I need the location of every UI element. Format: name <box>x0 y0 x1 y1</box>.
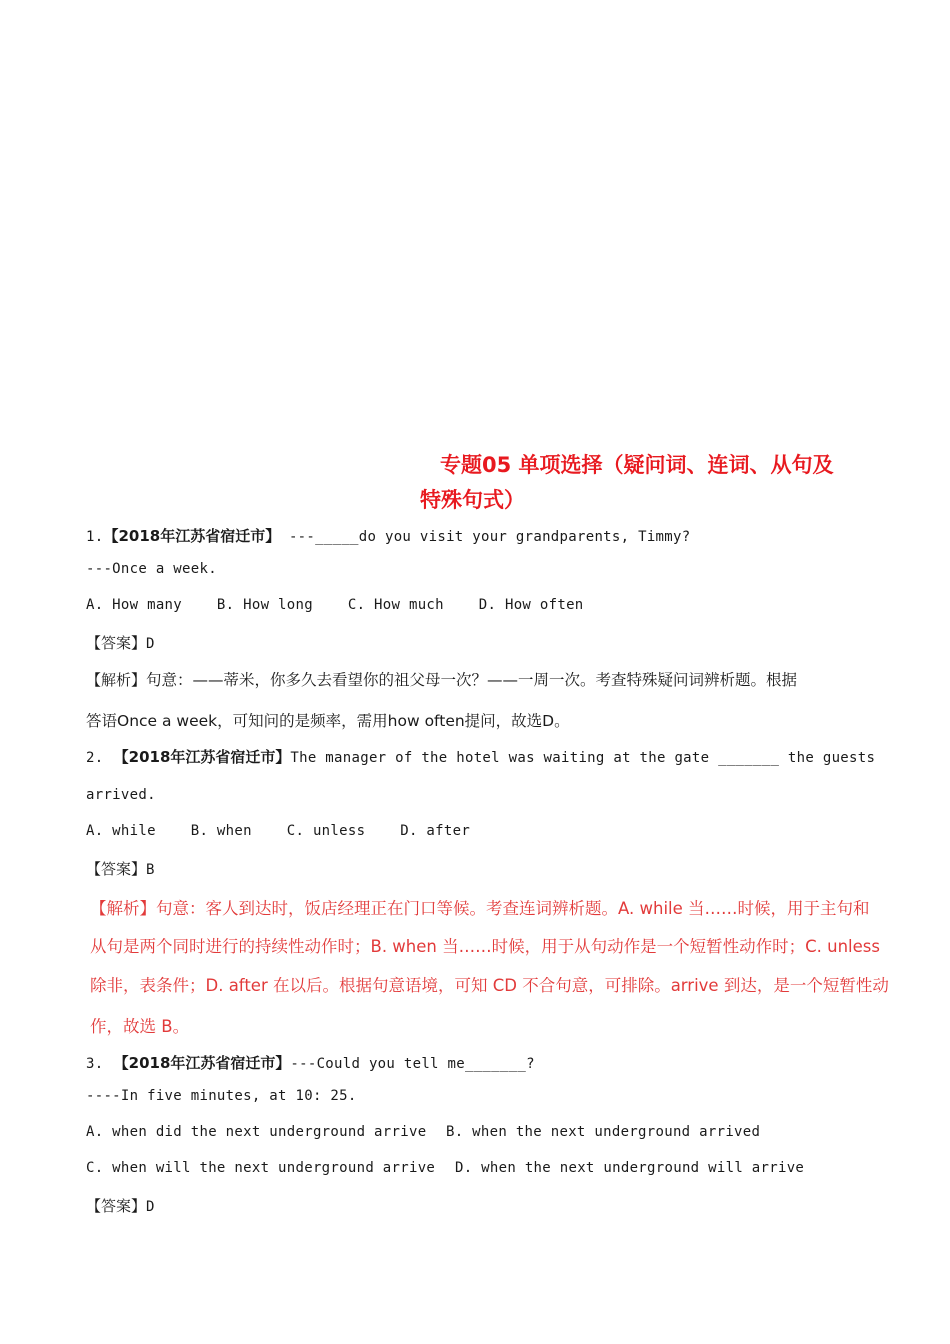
analysis-line-1: 【解析】句意：客人到达时，饭店经理正在门口等候。考查连词辨析题。A. while 当……时候，用于主句和 <box>90 899 870 918</box>
question-number: 3. <box>86 1056 104 1072</box>
question-stem: The manager of the hotel was waiting at the gate _______ the guests <box>290 750 876 766</box>
question-number: 2. <box>86 750 104 766</box>
option-a: A. when did the next underground arrive <box>86 1124 427 1140</box>
option-b: B. when the next underground arrived <box>446 1124 761 1140</box>
question-source: 【2018年江苏省宿迁市】 <box>113 1054 291 1072</box>
option-c: C. when will the next underground arrive <box>86 1160 436 1176</box>
question-2-stem-line <box>86 746 875 767</box>
title-line-1: 专题05 单项选择（疑问词、连词、从句及 <box>440 453 834 477</box>
analysis-text: 句意：——蒂米，你多久去看望你的祖父母一次？——一周一次。考查特殊疑问词辨析题。根据 <box>146 671 798 689</box>
analysis-line-2: 答语Once a week，可知问的是频率，需用how often提问，故选D。 <box>86 712 570 730</box>
question-options: A. How many B. How long C. How much D. How often <box>86 597 584 613</box>
analysis-line-3: 除非，表条件；D. after 在以后。根据句意语境，可知 CD 不合句意，可排除。arrive 到达，是一个短暂性动 <box>90 976 889 995</box>
analysis-line-2: 从句是两个同时进行的持续性动作时；B. when 当……时候，用于从句动作是一个短暂性动作时；C. unless <box>90 937 880 956</box>
answer-value: D <box>146 636 155 652</box>
question-1-stem-line <box>86 525 690 546</box>
question-reply: ---Once a week. <box>86 561 217 577</box>
answer-value: B <box>146 862 155 878</box>
question-stem-continued: arrived. <box>86 787 156 803</box>
question-source: 【2018年江苏省宿迁市】 <box>103 527 281 545</box>
answer-line <box>86 858 155 879</box>
question-3-stem-line <box>86 1052 535 1073</box>
analysis-label: 【解析】 <box>86 671 147 689</box>
title-line-2: 特殊句式） <box>420 488 525 512</box>
question-stem: ---_____do you visit your grandparents, Timmy? <box>280 529 691 545</box>
answer-label: 【答案】 <box>86 1197 147 1215</box>
analysis-line-1 <box>86 668 797 690</box>
answer-label: 【答案】 <box>86 634 147 652</box>
question-stem: ---Could you tell me_______? <box>290 1056 535 1072</box>
answer-label: 【答案】 <box>86 860 147 878</box>
question-number: 1. <box>86 529 104 545</box>
option-d: D. when the next underground will arrive <box>455 1160 805 1176</box>
question-reply: ----In five minutes, at 10: 25. <box>86 1088 357 1104</box>
question-options: A. while B. when C. unless D. after <box>86 823 471 839</box>
question-source: 【2018年江苏省宿迁市】 <box>113 748 291 766</box>
answer-value: D <box>146 1199 155 1215</box>
answer-line <box>86 1195 155 1216</box>
answer-line <box>86 632 155 653</box>
analysis-line-4: 作，故选 B。 <box>90 1017 190 1036</box>
